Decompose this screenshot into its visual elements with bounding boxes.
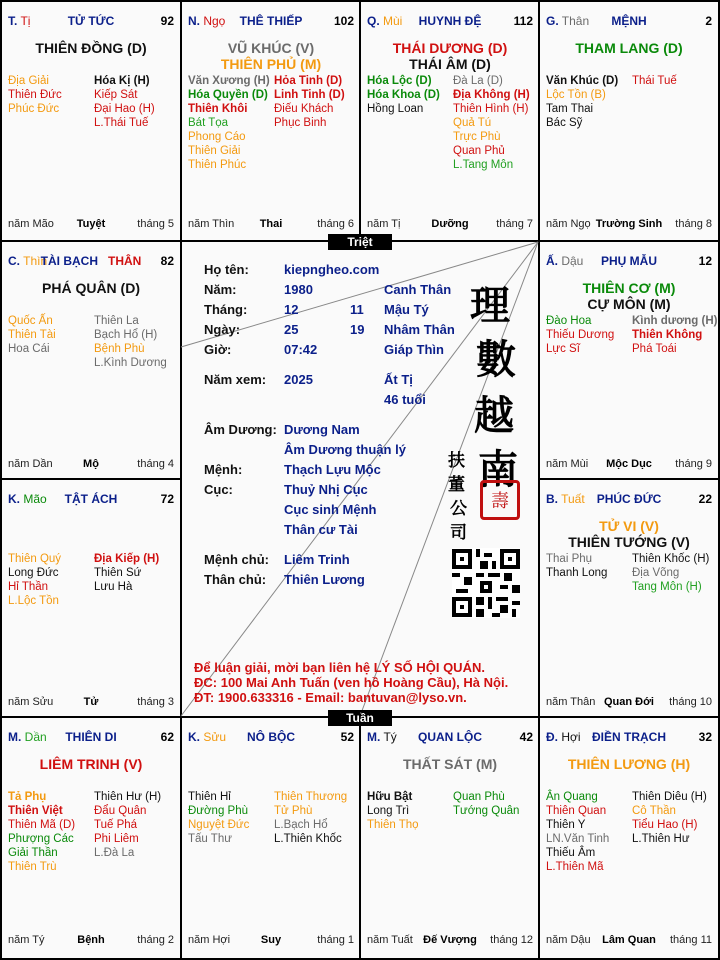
chi-label: Mùi xyxy=(379,14,403,28)
palace-header xyxy=(188,730,354,746)
palace-number: 2 xyxy=(705,14,712,28)
value-amduong2: Âm Dương thuận lý xyxy=(284,442,406,457)
main-star: THIÊN PHỦ (M) xyxy=(220,56,322,72)
can-label: G. xyxy=(546,14,559,28)
star-item: Thiên Quan xyxy=(546,805,607,817)
can-label: B. xyxy=(546,492,558,506)
month-label: tháng 12 xyxy=(490,934,533,946)
palace-name: TÀI BẠCH THÂN xyxy=(40,254,142,268)
life-stage: Thai xyxy=(259,218,283,230)
palace-footer xyxy=(546,934,712,948)
main-star: PHÁ QUÂN (D) xyxy=(42,280,140,296)
star-item: L.Thiên Mã xyxy=(546,861,604,873)
chi-label: Dậu xyxy=(558,254,584,268)
contact-line: Để luận giải, mời bạn liên hệ LÝ SỐ HỘI QUÁN. xyxy=(194,660,485,675)
month-label: tháng 1 xyxy=(317,934,354,946)
left-stars xyxy=(367,74,440,116)
year-label: năm Mão xyxy=(8,218,54,230)
star-item: Hồng Loan xyxy=(367,103,424,115)
palace-footer xyxy=(8,934,174,948)
star-item: L.Thái Tuế xyxy=(94,117,149,129)
star-item: L.Lộc Tồn xyxy=(8,595,59,607)
value-month-can: Mậu Tý xyxy=(384,302,429,317)
palace-footer xyxy=(367,218,533,232)
left-stars xyxy=(546,314,614,356)
main-star: THIÊN TƯỚNG (V) xyxy=(568,534,690,550)
star-item: Tuế Phá xyxy=(94,819,138,831)
label-year: Năm: xyxy=(204,282,237,297)
star-item: Thiên Không xyxy=(632,329,703,341)
value-name: kiepngheo.com xyxy=(284,262,380,277)
value-amduong1: Dương Nam xyxy=(284,422,360,437)
contact-phone-email[interactable]: ĐT: 1900.633316 - Email: bantuvan@lyso.vn. xyxy=(194,690,467,705)
main-star: THIÊN ĐỒNG (D) xyxy=(35,40,147,56)
palace-cell-ngo[interactable] xyxy=(182,2,360,240)
palace-header xyxy=(8,492,174,508)
palace-header xyxy=(367,730,533,746)
logo-char: 理 xyxy=(470,282,510,329)
star-item: Thai Phụ xyxy=(546,553,593,565)
star-item: Quả Tú xyxy=(453,117,492,129)
star-item: Địa Giải xyxy=(8,75,49,87)
chi-label: Tuất xyxy=(558,492,585,506)
label-month: Tháng: xyxy=(204,302,248,317)
life-stage: Mộ xyxy=(83,458,99,470)
value-day-lunar: 19 xyxy=(350,322,365,337)
palace-cell-mui[interactable] xyxy=(361,2,539,240)
star-item: Đà La (D) xyxy=(453,75,503,87)
can-label: M. xyxy=(8,730,22,744)
value-year-can: Canh Thân xyxy=(384,282,452,297)
palace-cell-tuat[interactable] xyxy=(540,480,718,718)
star-item: Thiên Hỉ xyxy=(188,791,231,803)
star-item: Bát Tọa xyxy=(188,117,229,129)
left-stars xyxy=(367,790,419,832)
star-item: Thiên Phúc xyxy=(188,159,247,171)
star-item: L.Đà La xyxy=(94,847,135,859)
month-label: tháng 2 xyxy=(137,934,174,946)
left-stars xyxy=(188,790,249,846)
can-label: K. xyxy=(188,730,200,744)
label-name: Họ tên: xyxy=(204,262,249,277)
can-label: T. xyxy=(8,14,18,28)
chi-label: Hợi xyxy=(558,730,581,744)
star-item: Tam Thai xyxy=(546,103,594,115)
star-item: Nguyệt Đức xyxy=(188,819,250,831)
logo-small-char: 司 xyxy=(450,523,467,543)
chi-label: Thân xyxy=(558,14,590,28)
star-item: Tướng Quân xyxy=(453,805,520,817)
palace-header xyxy=(8,14,174,30)
life-stage: Trường Sinh xyxy=(595,218,663,230)
main-star: CỰ MÔN (M) xyxy=(587,296,671,312)
star-item: Thiên Thọ xyxy=(367,819,419,831)
palace-footer xyxy=(546,458,712,472)
palace-cell-ty[interactable] xyxy=(361,718,539,956)
right-stars xyxy=(274,790,347,846)
palace-name: TẬT ÁCH xyxy=(64,492,118,506)
left-stars xyxy=(8,74,62,116)
star-item: Quan Phủ xyxy=(453,145,505,157)
value-month-lunar: 11 xyxy=(350,302,364,317)
month-label: tháng 9 xyxy=(675,458,712,470)
year-label: năm Ngọ xyxy=(546,218,591,230)
right-stars xyxy=(632,314,717,356)
life-stage: Đế Vượng xyxy=(423,934,477,946)
star-item: Quốc Ấn xyxy=(8,315,53,327)
palace-name: THIÊN DI xyxy=(65,730,117,744)
star-item: Thiên Đức xyxy=(8,89,62,101)
palace-name: HUYNH ĐỆ xyxy=(418,14,482,28)
star-item: Phi Liêm xyxy=(94,833,139,845)
right-stars xyxy=(94,790,161,860)
palace-number: 12 xyxy=(698,254,712,268)
star-item: Thiên Mã (D) xyxy=(8,819,76,831)
month-label: tháng 7 xyxy=(496,218,533,230)
star-item: Đẩu Quân xyxy=(94,805,147,817)
label-menhchu: Mệnh chủ: xyxy=(204,552,269,567)
star-item: Hóa Quyền (D) xyxy=(188,89,268,101)
star-item: Thiên Diêu (H) xyxy=(632,791,707,803)
palace-header xyxy=(546,492,712,508)
star-item: Thiên Sứ xyxy=(94,567,142,579)
star-item: Lực Sĩ xyxy=(546,343,580,355)
star-item: Lưu Hà xyxy=(94,581,133,593)
left-stars xyxy=(188,74,270,172)
palace-cell-ti[interactable] xyxy=(2,2,180,240)
palace-name: TỬ TỨC xyxy=(67,14,115,28)
value-hour-can: Giáp Thìn xyxy=(384,342,444,357)
palace-number: 42 xyxy=(519,730,533,744)
palace-name: MỆNH xyxy=(611,14,647,28)
contact-address: ĐC: 100 Mai Anh Tuấn (ven hồ Hoàng Cầu), Hà Nội. xyxy=(194,675,509,690)
value-year: 1980 xyxy=(284,282,313,297)
left-stars xyxy=(8,552,61,608)
star-item: Phượng Các xyxy=(8,833,74,845)
value-thanchu: Thiên Lương xyxy=(284,572,365,587)
year-label: năm Dần xyxy=(8,458,53,470)
star-item: Phá Toái xyxy=(632,343,677,355)
palace-footer xyxy=(8,218,174,232)
star-item: Quan Phù xyxy=(453,791,505,803)
star-item: Phong Cáo xyxy=(188,131,246,143)
main-star: THIÊN LƯƠNG (H) xyxy=(567,756,691,772)
label-day: Ngày: xyxy=(204,322,241,337)
than-marker: THÂN xyxy=(108,254,142,268)
year-label: năm Hợi xyxy=(188,934,231,946)
palace-header xyxy=(546,730,712,746)
palace-cell-thin[interactable] xyxy=(2,242,180,480)
life-stage: Lâm Quan xyxy=(602,934,656,946)
right-stars xyxy=(632,790,707,846)
month-label: tháng 11 xyxy=(669,934,712,946)
star-item: Ân Quang xyxy=(546,791,598,803)
chi-label: Dần xyxy=(21,730,47,744)
can-label: Đ. xyxy=(546,730,558,744)
can-label: K. xyxy=(8,492,20,506)
palace-footer xyxy=(188,934,354,948)
month-label: tháng 10 xyxy=(669,696,712,708)
value-age: 46 tuổi xyxy=(384,392,426,407)
star-item: Tấu Thư xyxy=(188,833,232,845)
star-item: Thiên Việt xyxy=(8,805,63,817)
label-thanchu: Thân chủ: xyxy=(204,572,267,587)
year-label: năm Thân xyxy=(546,696,596,708)
palace-number: 22 xyxy=(698,492,712,506)
palace-footer xyxy=(546,218,712,232)
label-amduong: Âm Dương: xyxy=(204,422,277,437)
star-item: Cô Thần xyxy=(632,805,676,817)
value-month: 12 xyxy=(284,302,299,317)
year-label: năm Dậu xyxy=(546,934,591,946)
star-item: Địa Kiếp (H) xyxy=(94,553,160,565)
palace-name: QUAN LỘC xyxy=(418,730,482,744)
year-label: năm Tị xyxy=(367,218,401,230)
star-item: Hóa Khoa (D) xyxy=(367,89,440,101)
logo-small-char: 董 xyxy=(448,475,465,495)
year-label: năm Thìn xyxy=(188,218,235,230)
month-label: tháng 3 xyxy=(137,696,174,708)
can-label: M. xyxy=(367,730,381,744)
value-cuc1: Thuỷ Nhị Cục xyxy=(284,482,368,497)
palace-footer xyxy=(188,218,354,232)
month-label: tháng 4 xyxy=(137,458,174,470)
palace-cell-suu[interactable] xyxy=(182,718,360,956)
star-item: Thiên Khôi xyxy=(188,103,248,115)
palace-header xyxy=(8,254,174,270)
logo-small-char: 公 xyxy=(450,499,467,519)
life-stage: Tử xyxy=(83,696,99,708)
palace-number: 72 xyxy=(160,492,174,506)
star-item: Bệnh Phù xyxy=(94,343,145,355)
star-item: Hoa Cái xyxy=(8,343,50,355)
palace-footer xyxy=(8,458,174,472)
main-star: TỬ VI (V) xyxy=(599,518,659,534)
star-item: L.Thiên Khốc xyxy=(274,833,342,845)
main-star: THIÊN CƠ (M) xyxy=(582,280,676,296)
star-item: Thiên Trù xyxy=(8,861,57,873)
star-item: Hóa Lộc (D) xyxy=(367,75,432,87)
logo-char: 南 xyxy=(478,446,518,493)
star-item: Thiên Hư (H) xyxy=(94,791,162,803)
main-star: VŨ KHÚC (V) xyxy=(227,40,315,56)
logo-small-char: 扶 xyxy=(448,451,465,471)
chi-label: Mão xyxy=(20,492,47,506)
value-view-year: 2025 xyxy=(284,372,313,387)
star-item: Kình dương (H) xyxy=(632,315,718,327)
can-label: N. xyxy=(188,14,200,28)
right-stars xyxy=(94,74,155,130)
palace-number: 92 xyxy=(160,14,174,28)
label-hour: Giờ: xyxy=(204,342,232,357)
star-item: L.Kình Dương xyxy=(94,357,167,369)
value-day: 25 xyxy=(284,322,299,337)
star-item: Thiếu Âm xyxy=(546,847,596,859)
value-cuc3: Thân cư Tài xyxy=(284,522,358,537)
star-item: Hữu Bật xyxy=(367,791,413,803)
star-item: L.Bạch Hổ xyxy=(274,819,328,831)
star-item: Văn Khúc (D) xyxy=(546,75,619,87)
main-star: THÁI ÂM (D) xyxy=(409,56,491,72)
star-item: Linh Tinh (D) xyxy=(274,89,345,101)
can-label: C. xyxy=(8,254,20,268)
right-stars xyxy=(274,74,345,130)
palace-cell-hoi[interactable] xyxy=(540,718,718,956)
star-item: Đại Hao (H) xyxy=(94,103,155,115)
star-item: Thiên Tài xyxy=(8,329,56,341)
star-item: L.Tang Môn xyxy=(453,159,514,171)
star-item: Thiên Quý xyxy=(8,553,62,565)
palace-number: 102 xyxy=(333,14,354,28)
right-stars xyxy=(94,552,159,594)
star-item: Thiên La xyxy=(94,315,139,327)
value-cuc2: Cục sinh Mệnh xyxy=(284,502,377,517)
chi-label: Tị xyxy=(17,14,31,28)
palace-number: 62 xyxy=(160,730,174,744)
star-item: Hỏa Tinh (D) xyxy=(274,75,343,87)
star-item: Địa Võng xyxy=(632,567,680,579)
label-cuc: Cục: xyxy=(204,482,233,497)
main-star: THẤT SÁT (M) xyxy=(402,756,498,772)
palace-name: PHỤ MẪU xyxy=(601,254,657,268)
star-item: Đào Hoa xyxy=(546,315,592,327)
palace-number: 112 xyxy=(513,14,533,28)
star-item: Đường Phù xyxy=(188,805,248,817)
star-item: Thái Tuế xyxy=(632,75,677,87)
palace-name: PHÚC ĐỨC xyxy=(596,492,662,506)
star-item: Tiểu Hao (H) xyxy=(632,819,698,831)
left-stars xyxy=(8,314,56,356)
logo-char: 數 xyxy=(476,336,516,383)
palace-footer xyxy=(8,696,174,710)
palace-header xyxy=(188,14,354,30)
star-item: Tang Môn (H) xyxy=(632,581,702,593)
star-item: Phúc Đức xyxy=(8,103,60,115)
red-seal: 壽 xyxy=(480,480,520,520)
qr-code[interactable] xyxy=(452,548,520,618)
palace-number: 82 xyxy=(160,254,174,268)
main-star: LIÊM TRINH (V) xyxy=(39,756,143,772)
can-label: Q. xyxy=(367,14,380,28)
year-label: năm Sửu xyxy=(8,696,54,708)
right-stars xyxy=(453,74,530,172)
life-stage: Dưỡng xyxy=(431,218,469,230)
life-stage: Bệnh xyxy=(77,934,105,946)
value-hour: 07:42 xyxy=(284,342,318,357)
month-label: tháng 6 xyxy=(317,218,354,230)
star-item: Thiên Khốc (H) xyxy=(632,553,710,565)
label-menh: Mệnh: xyxy=(204,462,243,477)
right-stars xyxy=(453,790,519,818)
star-item: Địa Không (H) xyxy=(453,89,530,101)
chi-label: Sửu xyxy=(200,730,227,744)
right-stars xyxy=(632,552,709,594)
star-item: Hóa Kị (H) xyxy=(94,75,150,87)
month-label: tháng 5 xyxy=(137,218,174,230)
life-stage: Mộc Dục xyxy=(606,458,652,470)
star-item: Bác Sỹ xyxy=(546,117,583,129)
star-item: Giải Thần xyxy=(8,847,58,859)
star-item: Thanh Long xyxy=(546,567,608,579)
star-item: Long Đức xyxy=(8,567,59,579)
value-menh: Thạch Lựu Mộc xyxy=(284,462,381,477)
value-menhchu: Liêm Trinh xyxy=(284,552,350,567)
chi-label: Thìn xyxy=(20,254,48,268)
star-item: Tả Phụ xyxy=(8,791,47,803)
main-star: THÁI DƯƠNG (D) xyxy=(392,40,508,56)
palace-cell-than[interactable] xyxy=(540,2,718,240)
can-label: Ấ. xyxy=(546,254,558,268)
star-item: Thiên Y xyxy=(546,819,586,831)
life-stage: Quan Đới xyxy=(604,696,654,708)
palace-cell-dan[interactable] xyxy=(2,718,180,956)
left-stars xyxy=(8,790,75,874)
palace-header xyxy=(546,254,712,270)
star-item: Hỉ Thần xyxy=(8,581,49,593)
label-view-year: Năm xem: xyxy=(204,372,267,387)
palace-footer xyxy=(546,696,712,710)
star-item: Phục Binh xyxy=(274,117,327,129)
star-item: Điếu Khách xyxy=(274,103,334,115)
palace-cell-dau[interactable] xyxy=(540,242,718,480)
palace-cell-mao[interactable] xyxy=(2,480,180,718)
chi-label: Tý xyxy=(380,730,397,744)
logo-char: 越 xyxy=(474,392,514,439)
left-stars xyxy=(546,790,609,874)
palace-header xyxy=(8,730,174,746)
star-item: Bạch Hổ (H) xyxy=(94,329,158,341)
value-day-can: Nhâm Thân xyxy=(384,322,455,337)
palace-header xyxy=(546,14,712,30)
palace-header xyxy=(367,14,533,30)
star-item: Tử Phù xyxy=(274,805,313,817)
star-item: Long Trì xyxy=(367,805,410,817)
main-star: THAM LANG (D) xyxy=(575,40,683,56)
star-item: Thiếu Dương xyxy=(546,329,615,341)
month-label: tháng 8 xyxy=(675,218,712,230)
palace-name: THÊ THIẾP xyxy=(239,14,303,28)
star-item: Kiếp Sát xyxy=(94,89,138,101)
year-label: năm Tuất xyxy=(367,934,413,946)
star-item: Thiên Thương xyxy=(274,791,348,803)
year-label: năm Tý xyxy=(8,934,45,946)
value-view-can: Ất Tị xyxy=(384,372,413,387)
palace-name: NÔ BỘC xyxy=(247,730,295,744)
right-stars xyxy=(94,314,167,370)
palace-number: 32 xyxy=(698,730,712,744)
star-item: L.Thiên Hư xyxy=(632,833,690,845)
star-item: Văn Xương (H) xyxy=(188,75,270,87)
palace-number: 52 xyxy=(340,730,354,744)
star-item: Thiên Giải xyxy=(188,145,241,157)
triet-banner: Triệt xyxy=(328,234,392,250)
right-stars xyxy=(632,74,677,88)
left-stars xyxy=(546,552,607,580)
palace-footer xyxy=(367,934,533,948)
life-stage: Tuyệt xyxy=(76,218,106,230)
chi-label: Ngọ xyxy=(200,14,226,28)
tuan-banner: Tuần xyxy=(328,710,392,726)
palace-name: ĐIỀN TRẠCH xyxy=(592,730,666,744)
left-stars xyxy=(546,74,618,130)
star-item: Trực Phù xyxy=(453,131,501,143)
star-item: Lộc Tồn (B) xyxy=(546,89,606,101)
star-item: Thiên Hình (H) xyxy=(453,103,529,115)
life-stage: Suy xyxy=(260,934,282,946)
star-item: LN.Văn Tinh xyxy=(546,833,610,845)
year-label: năm Mùi xyxy=(546,458,589,470)
